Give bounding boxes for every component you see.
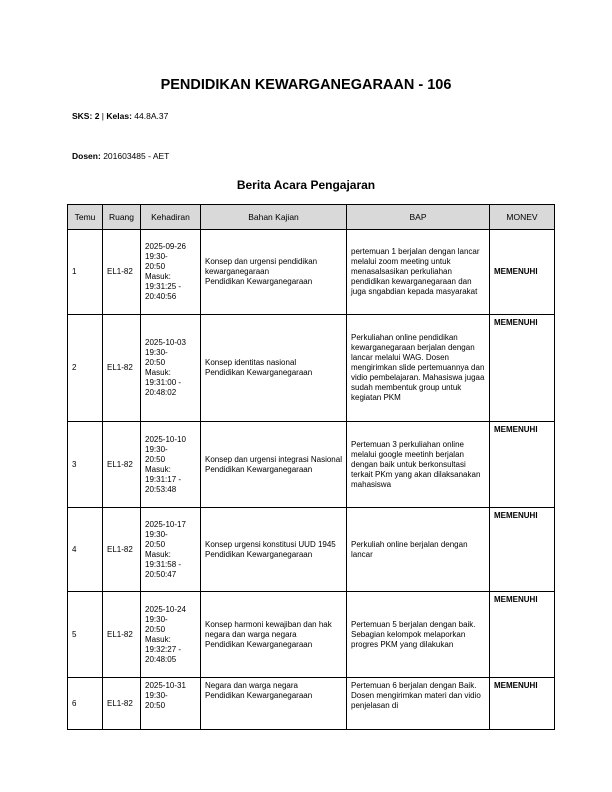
kehadiran-cell: 2025-10-31 19:30- 20:50 — [141, 678, 201, 730]
header-bap: BAP — [347, 205, 490, 230]
teaching-record-table — [67, 204, 555, 730]
monev-cell: MEMENUHI — [490, 422, 555, 508]
kehadiran-cell: 2025-09-26 19:30- 20:50 Masuk: 19:31:25 - 20:40:56 — [141, 230, 201, 315]
section-title: Berita Acara Pengajaran — [236, 178, 376, 192]
temu-cell: 1 — [68, 230, 103, 315]
ruang-cell: EL1-82 — [103, 508, 141, 592]
temu-cell: 2 — [68, 315, 103, 422]
meta-separator: | — [101, 111, 105, 121]
kehadiran-cell: 2025-10-24 19:30- 20:50 Masuk: 19:32:27 - 20:48:05 — [141, 592, 201, 678]
bahan-kajian-cell: Negara dan warga negara Pendidikan Kewarganegaraan — [201, 678, 347, 730]
bahan-kajian-cell: Konsep urgensi konstitusi UUD 1945 Pendidikan Kewarganegaraan — [201, 508, 347, 592]
monev-cell: MEMENUHI — [490, 592, 555, 678]
header-bahan-kajian: Bahan Kajian — [201, 205, 347, 230]
monev-cell: MEMENUHI — [490, 230, 555, 315]
ruang-cell: EL1-82 — [103, 230, 141, 315]
bap-cell: Pertemuan 3 perkuliahan online melalui google meetinh berjalan dengan baik untuk berkonsultasi terkait PKm yang akan dilaksanakan mahasiswa — [347, 422, 490, 508]
bap-cell: Perkuliahan online pendidikan kewarganegaraan berjalan dengan lancar melalui WAG. Dosen mengirimkan slide pertemuannya dan vidio pembelajaran. Mahasiswa jugaa sudah membentuk group untuk kegiatan PKM — [347, 315, 490, 422]
ruang-cell: EL1-82 — [103, 678, 141, 730]
temu-cell: 3 — [68, 422, 103, 508]
kehadiran-cell: 2025-10-03 19:30- 20:50 Masuk: 19:31:00 - 20:48:02 — [141, 315, 201, 422]
table-row — [68, 230, 555, 315]
lecturer-info — [72, 151, 169, 161]
bahan-kajian-cell: Konsep identitas nasional Pendidikan Kewarganegaraan — [201, 315, 347, 422]
header-temu: Temu — [68, 205, 103, 230]
course-info — [72, 111, 168, 121]
sks-value: 2 — [94, 111, 100, 121]
kelas-label: Kelas: — [106, 111, 132, 121]
bahan-kajian-cell: Konsep harmoni kewajiban dan hak negara dan warga negara Pendidikan Kewarganegaraan — [201, 592, 347, 678]
monev-cell: MEMENUHI — [490, 678, 555, 730]
kehadiran-cell: 2025-10-17 19:30- 20:50 Masuk: 19:31:58 - 20:50:47 — [141, 508, 201, 592]
monev-cell: MEMENUHI — [490, 315, 555, 422]
bap-cell: pertemuan 1 berjalan dengan lancar melalui zoom meeting untuk menasalsasikan perkuliahan pendidikan kewarganegaraan dan juga sngabdian kepada masyarakat — [347, 230, 490, 315]
temu-cell: 6 — [68, 678, 103, 730]
header-ruang: Ruang — [103, 205, 141, 230]
temu-cell: 4 — [68, 508, 103, 592]
header-kehadiran: Kehadiran — [141, 205, 201, 230]
document-title: PENDIDIKAN KEWARGANEGARAAN - 106 — [160, 77, 452, 93]
dosen-label: Dosen: — [72, 151, 101, 161]
bap-cell: Perkuliah online berjalan dengan lancar — [347, 508, 490, 592]
ruang-cell: EL1-82 — [103, 315, 141, 422]
ruang-cell: EL1-82 — [103, 592, 141, 678]
table-row — [68, 592, 555, 678]
table-row — [68, 422, 555, 508]
monev-cell: MEMENUHI — [490, 508, 555, 592]
table-header-row — [68, 205, 555, 230]
bahan-kajian-cell: Konsep dan urgensi integrasi Nasional Pendidikan Kewarganegaraan — [201, 422, 347, 508]
bahan-kajian-cell: Konsep dan urgensi pendidikan kewarganegaraan Pendidikan Kewarganegaraan — [201, 230, 347, 315]
sks-label: SKS: — [72, 111, 93, 121]
kehadiran-cell: 2025-10-10 19:30- 20:50 Masuk: 19:31:17 - 20:53:48 — [141, 422, 201, 508]
bap-cell: Pertemuan 5 berjalan dengan baik. Sebagian kelompok melaporkan progres PKM yang dilakukan — [347, 592, 490, 678]
header-monev: MONEV — [490, 205, 555, 230]
table-row — [68, 315, 555, 422]
table-row — [68, 508, 555, 592]
table-row — [68, 678, 555, 730]
temu-cell: 5 — [68, 592, 103, 678]
bap-cell: Pertemuan 6 berjalan dengan Baik. Dosen mengirimkan materi dan vidio penjelasan di — [347, 678, 490, 730]
ruang-cell: EL1-82 — [103, 422, 141, 508]
dosen-value: 201603485 - AET — [103, 151, 170, 161]
kelas-value: 44.8A.37 — [134, 111, 169, 121]
